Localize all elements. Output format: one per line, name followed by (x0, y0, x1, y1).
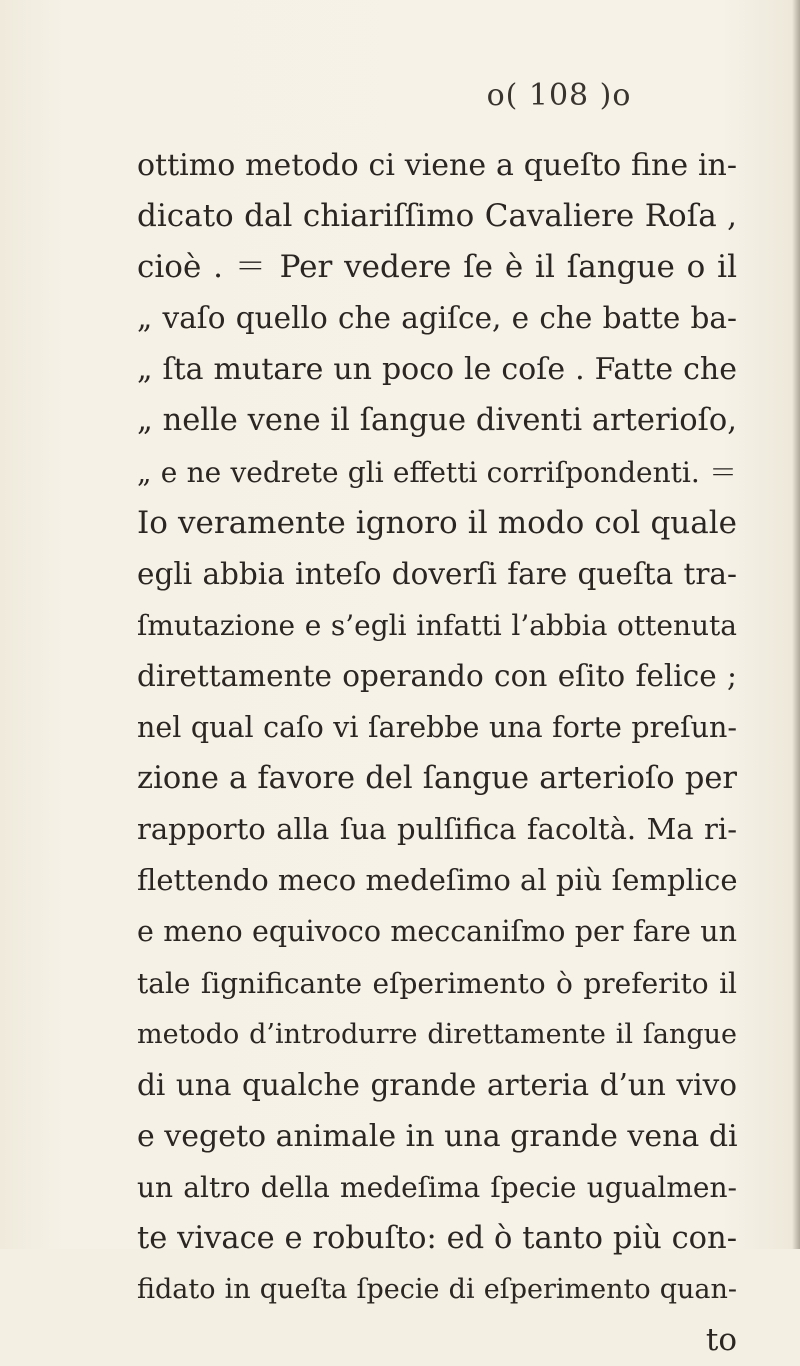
text-line: zione a favore del ſangue arterioſo per (137, 761, 737, 797)
text-line: „ e ne vedrete gli effetti corriſpondenti. ＝ (137, 455, 737, 489)
text-line: „ ſta mutare un poco le coſe . Fatte che (137, 352, 737, 388)
text-line: dicato dal chiariſſimo Cavaliere Roſa , (137, 198, 737, 235)
text-line: direttamente operando con eſito felice ; (137, 658, 737, 693)
text-line: egli abbia inteſo doverſi fare queſta tra- (137, 556, 737, 591)
page-edge-shadow (792, 0, 800, 1249)
text-line: di una qualche grande arteria d’un vivo (137, 1067, 737, 1102)
text-line: e meno equivoco meccaniſmo per fare un (137, 915, 737, 949)
text-line: rapporto alla ſua pulſifica facoltà. Ma ri- (137, 812, 737, 847)
catchword: to (705, 1322, 737, 1359)
page-header (0, 78, 800, 113)
text-line: flettendo meco medeſimo al più ſemplice (137, 863, 738, 898)
page-number: o( 108 )o (486, 78, 632, 113)
text-line: tale ſignificante eſperimento ò preferito il (137, 966, 737, 1000)
text-line: „ vaſo quello che agiſce, e che batte ba- (137, 301, 737, 336)
text-line: e vegeto animale in una grande vena di (137, 1118, 738, 1154)
body-text (137, 140, 737, 1366)
text-line: ottimo metodo ci viene a queſto fine in- (137, 148, 737, 183)
text-line: nel qual caſo vi ſarebbe una forte preſun- (137, 711, 737, 745)
text-line: te vivace e robuſto: ed ò tanto più con- (137, 1220, 737, 1256)
text-line: fidato in queſta ſpecie di eſperimento quan- (137, 1274, 737, 1306)
text-line: metodo d’introdurre direttamente il ſangue (137, 1018, 737, 1050)
text-line: un altro della medeſima ſpecie ugualmen- (137, 1170, 737, 1204)
text-line: „ nelle vene il ſangue diventi arterioſo, (137, 403, 737, 439)
text-line: ſmutazione e s’egli infatti l’abbia ottenuta (137, 608, 737, 642)
text-line: Io veramente ignoro il modo col quale (137, 504, 737, 541)
text-line: cioè . ＝ Per vedere ſe è il ſangue o il (137, 249, 737, 286)
